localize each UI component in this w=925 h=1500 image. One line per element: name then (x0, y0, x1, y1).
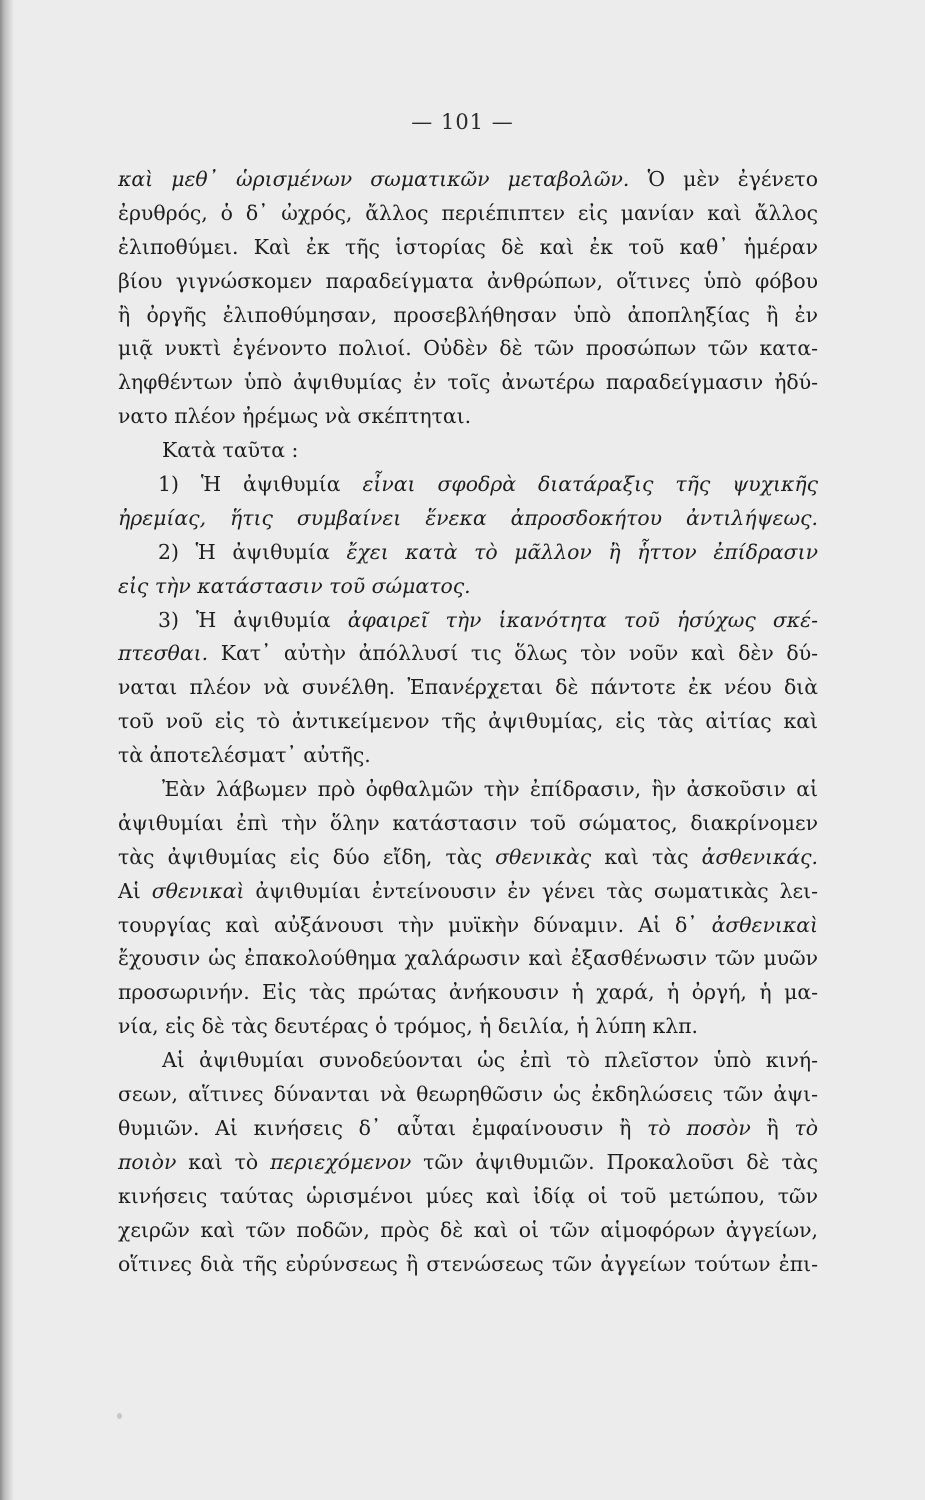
text-line (118, 536, 818, 570)
text-span: καὶ τὰς (591, 844, 702, 869)
text-line (118, 671, 818, 705)
text-line (118, 1180, 818, 1214)
text-line (118, 1078, 818, 1112)
italic-text: ἠρεμίας, ἥτις συμβαίνει ἕνεκα ἀπροσδοκήτου ἀντιλήψεως. (118, 505, 818, 530)
text-span: ληφθέντων ὑπὸ ἀψιθυμίας ἐν τοῖς ἀνωτέρω παραδείγμασιν ἠδύ- (118, 370, 818, 395)
text-line (118, 1214, 818, 1248)
text-span: τὰς ἀψιθυμίας εἰς δύο εἴδη, τὰς (118, 844, 496, 869)
italic-text: τὸ ποσὸν (647, 1115, 751, 1140)
text-line (118, 739, 818, 773)
text-line (118, 332, 818, 366)
italic-text: τὸ (794, 1115, 818, 1140)
text-span: τὰ ἀποτελέσματ᾿ αὐτῆς. (118, 743, 371, 768)
text-line (118, 468, 818, 502)
italic-text: ἀσθενικάς. (701, 844, 818, 869)
text-span: τουργίας καὶ αὐξάνουσι τὴν μυϊκὴν δύναμιν. Αἱ δ᾿ (118, 912, 712, 937)
italic-text: ἔχει κατὰ τὸ μᾶλλον ἢ ἧττον ἐπίδρασιν (346, 539, 818, 564)
text-span: Αἱ (118, 878, 152, 903)
text-span: ἀψιθυμίαι ἐντείνουσιν ἐν γένει τὰς σωματικὰς λει- (244, 878, 818, 903)
text-line (118, 909, 818, 943)
italic-text: καὶ μεθ᾿ ὡρισμένων σωματικῶν μεταβολῶν. (118, 167, 630, 191)
text-span: βίου γιγνώσκομεν παραδείγματα ἀνθρώπων, οἵτινες ὑπὸ φόβου (118, 268, 818, 293)
text-line (118, 1146, 818, 1180)
body-text (118, 163, 818, 1281)
text-line (118, 1112, 818, 1146)
text-line (118, 163, 818, 197)
text-span: προσωρινήν. Εἰς τὰς πρώτας ἀνήκουσιν ἡ χαρά, ἡ ὀργή, ἡ μα- (118, 980, 818, 1005)
italic-text: σθενικὰς (495, 844, 592, 869)
text-line (118, 1248, 818, 1282)
text-span: ἀψιθυμίαι ἐπὶ τὴν ὅλην κατάστασιν τοῦ σώματος, διακρίνομεν (118, 810, 818, 835)
text-span: καὶ τὸ (176, 1149, 271, 1174)
text-span: χειρῶν καὶ τῶν ποδῶν, πρὸς δὲ καὶ οἱ τῶν αἱμοφόρων ἀγγείων, (118, 1217, 818, 1242)
italic-text: εἰς τὴν κατάστασιν τοῦ σώματος. (118, 573, 471, 598)
text-line (118, 299, 818, 333)
text-line (118, 637, 818, 671)
text-span: τῶν ἀψιθυμιῶν. Προκαλοῦσι δὲ τὰς (411, 1149, 818, 1174)
text-span: Ὁ μὲν ἐγένετο (629, 167, 818, 191)
text-span: ἢ (750, 1115, 795, 1140)
text-span: 1) Ἡ ἀψιθυμία (158, 472, 363, 497)
text-line (118, 502, 818, 536)
text-span: ἐλιποθύμει. Καὶ ἐκ τῆς ἱστορίας δὲ καὶ ἐκ τοῦ καθ᾿ ἡμέραν (118, 234, 818, 259)
text-span: ἐρυθρός, ὁ δ᾿ ὠχρός, ἄλλος περιέπιπτεν εἰς μανίαν καὶ ἄλλος (118, 200, 818, 225)
text-line (118, 705, 818, 739)
text-span: ἔχουσιν ὡς ἐπακολούθημα χαλάρωσιν καὶ ἐξασθένωσιν τῶν μυῶν (118, 946, 818, 971)
text-line (118, 875, 818, 909)
text-line (118, 1010, 818, 1044)
text-span: θυμιῶν. Αἱ κινήσεις δ᾿ αὗται ἐμφαίνουσιν ἢ (118, 1115, 648, 1140)
text-span: μιᾷ νυκτὶ ἐγένοντο πολιοί. Οὐδὲν δὲ τῶν προσώπων τῶν κατα- (118, 336, 818, 361)
text-line (118, 773, 818, 807)
italic-text: εἶναι σφοδρὰ διατάραξις τῆς ψυχικῆς (362, 472, 818, 497)
text-span: νία, εἰς δὲ τὰς δευτέρας ὁ τρόμος, ἡ δειλία, ἡ λύπη κλπ. (118, 1014, 699, 1039)
text-line (118, 434, 818, 468)
text-span: τοῦ νοῦ εἰς τὸ ἀντικείμενον τῆς ἀψιθυμίας, εἰς τὰς αἰτίας καὶ (118, 709, 818, 734)
text-span: Κατὰ ταῦτα : (162, 438, 299, 463)
text-line (118, 1044, 818, 1078)
text-span: 2) Ἡ ἀψιθυμία (158, 539, 347, 564)
text-line (118, 231, 818, 265)
text-span: κινήσεις ταύτας ὡρισμένοι μύες καὶ ἰδίᾳ οἱ τοῦ μετώπου, τῶν (118, 1183, 818, 1208)
text-line (118, 366, 818, 400)
text-span: ἢ ὀργῆς ἐλιποθύμησαν, προσεβλήθησαν ὑπὸ ἀποπληξίας ἢ ἐν (118, 302, 818, 327)
italic-text: ἀσθενικαὶ (711, 912, 818, 937)
italic-text: περιεχόμενον (270, 1149, 412, 1174)
text-span: 3) Ἡ ἀψιθυμία (158, 607, 348, 632)
text-line (118, 197, 818, 231)
text-line (118, 570, 818, 604)
text-span: οἵτινες διὰ τῆς εὐρύνσεως ἢ στενώσεως τῶν ἀγγείων τούτων ἐπι- (118, 1251, 818, 1276)
text-line (118, 265, 818, 299)
italic-text: πτεσθαι. (118, 641, 209, 666)
text-line (118, 942, 818, 976)
ink-speck (117, 1413, 122, 1419)
text-span: ναται πλέον νὰ συνέλθη. Ἐπανέρχεται δὲ πάντοτε ἐκ νέου διὰ (118, 675, 818, 700)
text-line (118, 400, 818, 434)
text-span: Αἱ ἀψιθυμίαι συνοδεύονται ὡς ἐπὶ τὸ πλεῖστον ὑπὸ κινή- (162, 1048, 818, 1073)
text-span: νατο πλέον ἠρέμως νὰ σκέπτηται. (118, 404, 472, 429)
text-line (118, 604, 818, 638)
text-span: Ἐὰν λάβωμεν πρὸ ὀφθαλμῶν τὴν ἐπίδρασιν, ἣν ἀσκοῦσιν αἱ (162, 777, 818, 802)
text-line (118, 807, 818, 841)
text-span: Κατ᾿ αὐτὴν ἀπόλλυσί τις ὅλως τὸν νοῦν καὶ δὲν δύ- (208, 641, 818, 666)
text-span: σεων, αἵτινες δύνανται νὰ θεωρηθῶσιν ὡς ἐκδηλώσεις τῶν ἀψι- (118, 1082, 818, 1107)
text-line (118, 976, 818, 1010)
binding-shadow (0, 0, 14, 1500)
text-line (118, 841, 818, 875)
italic-text: σθενικαὶ (151, 878, 245, 903)
italic-text: ποιὸν (118, 1149, 177, 1174)
italic-text: ἀφαιρεῖ τὴν ἱκανότητα τοῦ ἡσύχως σκέ- (347, 607, 818, 632)
page-number: — 101 — (411, 110, 514, 134)
